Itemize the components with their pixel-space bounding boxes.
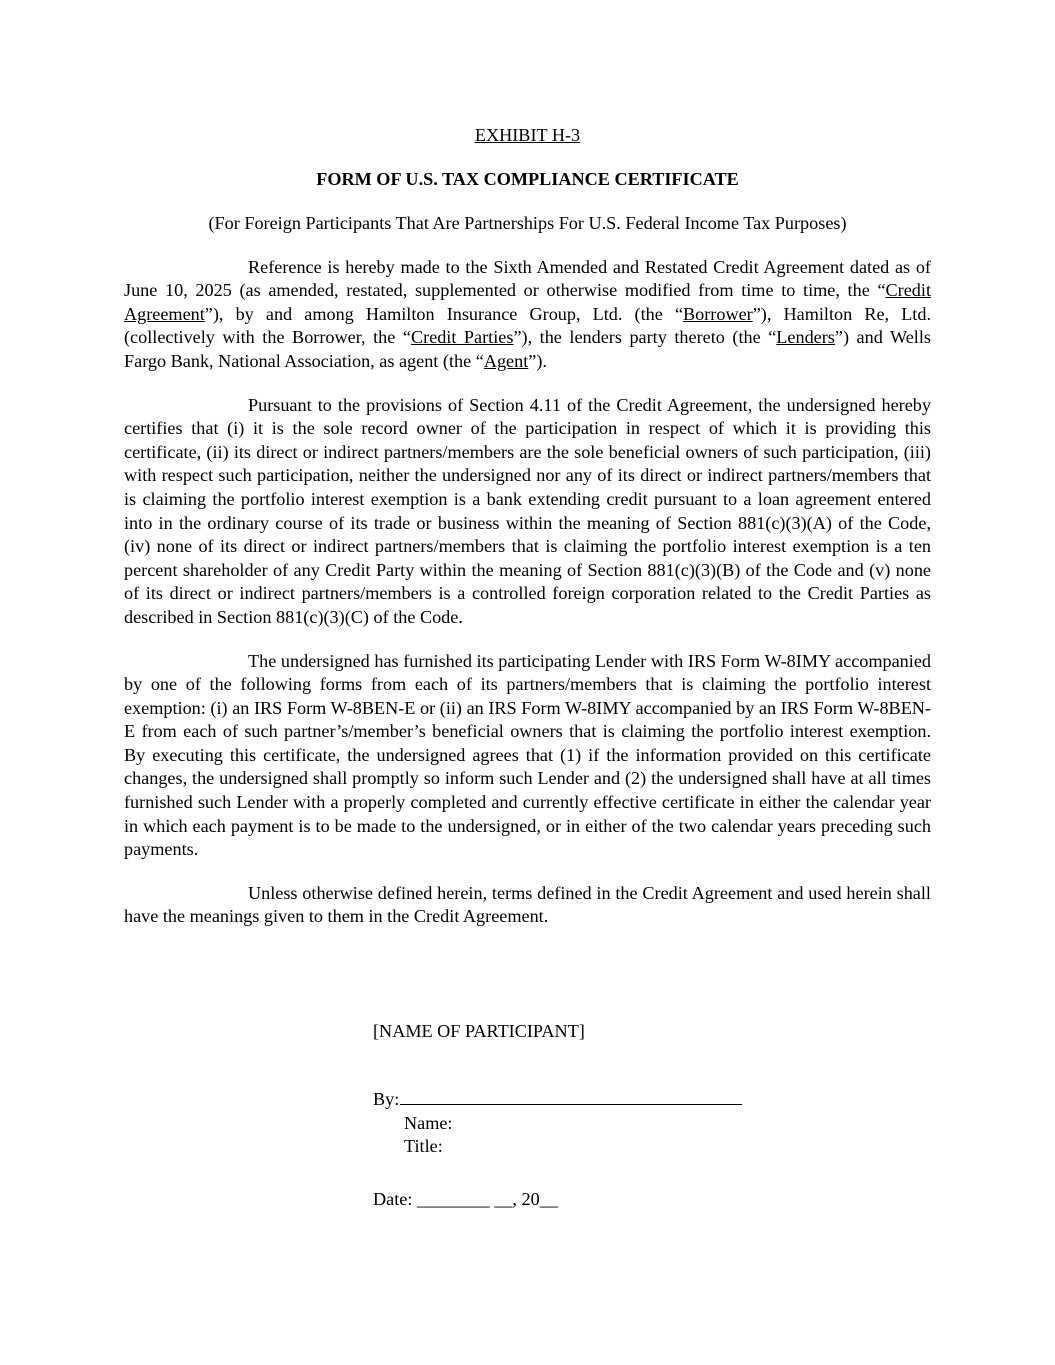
defined-term-credit-parties: Credit Parties — [410, 327, 514, 348]
paragraph-forms: The undersigned has furnished its participating Lender with IRS Form W-8IMY accompanied by one of the following forms from each of its partners/members that is claiming the portfolio interest exemption: (i) an IRS Form W-8BEN-E or (ii) an IRS Form W-8IMY accompanied by an IRS Form W-8BEN-E from each of such partner’s/member’s beneficial owners that is claiming the portfolio interest exemption. By executing this certificate, the undersigned agrees that (1) if the information provided on this certificate changes, the undersigned shall promptly so inform such Lender and (2) the undersigned shall have at all times furnished such Lender with a properly completed and currently effective certificate in either the calendar year in which each payment is to be made to the undersigned, or in either of the two calendar years preceding such payments. — [124, 650, 931, 860]
signature-block — [373, 1020, 793, 1044]
date-block — [373, 1188, 793, 1212]
paragraph-definitions: Unless otherwise defined herein, terms defined in the Credit Agreement and used herein shall have the meanings given to them in the Credit Agreement. — [124, 882, 931, 927]
paragraph-certification: Pursuant to the provisions of Section 4.11 of the Credit Agreement, the undersigned hereby certifies that (i) it is the sole record owner of the participation in respect of which it is providing this certificate, (ii) its direct or indirect partners/members are the sole beneficial owners of such participation, (iii) with respect such participation, neither the undersigned nor any of its direct or indirect partners/members that is claiming the portfolio interest exemption is a bank extending credit pursuant to a loan agreement entered into in the ordinary course of its trade or business within the meaning of Section 881(c)(3)(A) of the Code, (iv) none of its direct or indirect partners/members that is claiming the portfolio interest exemption is a ten percent shareholder of any Credit Party within the meaning of Section 881(c)(3)(B) of the Code and (v) none of its direct or indirect partners/members is a controlled foreign corporation related to the Credit Parties as described in Section 881(c)(3)(C) of the Code. — [124, 394, 931, 627]
signatory-title-label: Title: — [404, 1136, 443, 1157]
date-line[interactable]: Date: ________ __, 20__ — [373, 1189, 558, 1209]
defined-term-agent: Agent — [483, 350, 529, 371]
defined-term-lenders: Lenders — [776, 327, 835, 348]
signature-line[interactable] — [400, 1086, 742, 1105]
participant-name: [NAME OF PARTICIPANT] — [373, 1021, 585, 1041]
form-title: FORM OF U.S. TAX COMPLIANCE CERTIFICATE — [316, 169, 739, 189]
signatory-name-label: Name: — [404, 1112, 453, 1133]
form-subtitle: (For Foreign Participants That Are Partnerships For U.S. Federal Income Tax Purposes) — [208, 213, 847, 233]
defined-term-borrower: Borrower — [683, 303, 753, 324]
exhibit-label: EXHIBIT H-3 — [474, 125, 581, 145]
document-page — [124, 124, 931, 929]
defined-term-credit-agreement: Credit Agreement — [124, 280, 931, 324]
paragraph-reference: Reference is hereby made to the Sixth Amended and Restated Credit Agreement dated as of June 10, 2025 (as amended, restated, supplemented or otherwise modified from time to time, the “Credit Agreement”), by and among Hamilton Insurance Group, Ltd. (the “Borrower”), Hamilton Re, Ltd. (collectively with the Borrower, the “Credit Parties”), the lenders party thereto (the “Lenders”) and Wells Fargo Bank, National Association, as agent (the “Agent”). — [124, 256, 931, 371]
by-label: By: — [373, 1089, 400, 1109]
signature-by — [373, 1086, 793, 1159]
